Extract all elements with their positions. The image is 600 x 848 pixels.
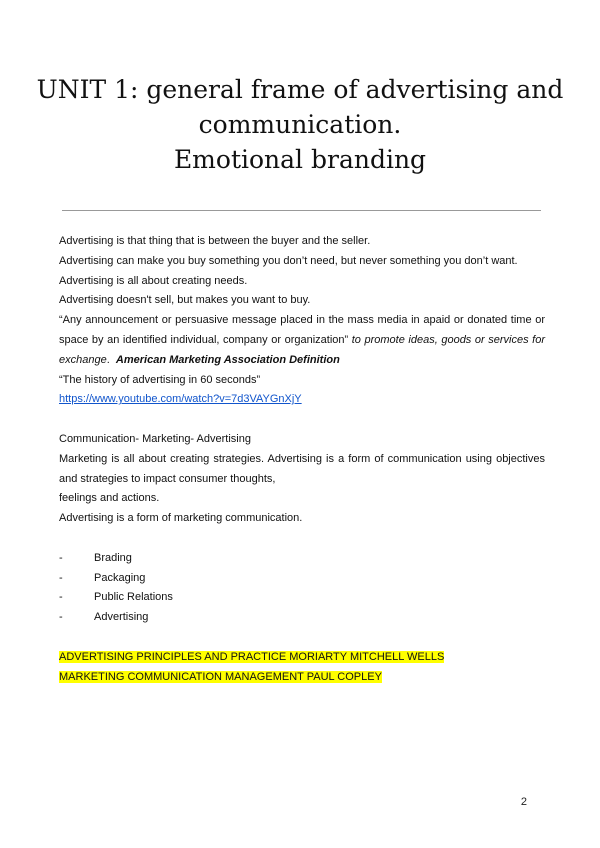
list-item [59,608,545,628]
list-item-label: Public Relations [94,591,173,604]
title-line-1: UNIT 1: general frame of advertising and [36,75,564,104]
paragraph-7: Marketing is all about creating strategies. Advertising is a form of communication using objectives and strategies to impact consumer thoughts, [59,452,545,485]
paragraph-8: feelings and actions. [59,492,160,505]
definition-period: . [106,353,110,366]
definition-paragraph [59,311,545,370]
list-item-label: Brading [94,551,132,564]
paragraph-1: Advertising is that thing that is between the buyer and the seller. [59,235,371,247]
spacer [59,529,545,549]
list-item-label: Advertising [94,611,149,624]
list-dash: - [59,551,63,564]
list-dash: - [59,591,63,604]
document-body [59,232,545,687]
title-line-2: communication. [198,110,402,139]
list-item [59,569,545,589]
page-title [0,72,600,177]
section-heading: Communication- Marketing- Advertising [59,432,251,445]
youtube-link[interactable]: https://www.youtube.com/watch?v=7d3VAYGnXjY [59,393,302,406]
paragraph-6: “The history of advertising in 60 seconds” [59,373,261,386]
definition-source: American Marketing Association Definition [115,353,340,366]
spacer [59,628,545,648]
paragraph-4: Advertising doesn't sell, but makes you want to buy. [59,294,311,307]
definition-italic: to promote ideas, goods or services for exchange [59,333,545,366]
title-line-3: Emotional branding [173,145,427,174]
horizontal-divider [62,210,541,211]
paragraph-3: Advertising is all about creating needs. [59,274,248,287]
definition-quote: “Any announcement or persuasive message placed in the mass media in apaid or donated time or space by an identified individual, company or organization” [59,314,545,346]
list-item [59,549,545,569]
spacer [59,410,545,430]
list-dash: - [59,571,63,584]
page-number: 2 [520,796,527,808]
list-dash: - [59,611,63,624]
marketing-communication-list [59,549,545,628]
reference-1: ADVERTISING PRINCIPLES AND PRACTICE MORIARTY MITCHELL WELLS [59,650,445,663]
paragraph-2: Advertising can make you buy something you don’t need, but never something you don’t want. [59,254,518,267]
paragraph-9: Advertising is a form of marketing communication. [59,512,303,525]
reference-2: MARKETING COMMUNICATION MANAGEMENT PAUL COPLEY [59,670,382,683]
list-item [59,588,545,608]
list-item-label: Packaging [94,571,146,584]
